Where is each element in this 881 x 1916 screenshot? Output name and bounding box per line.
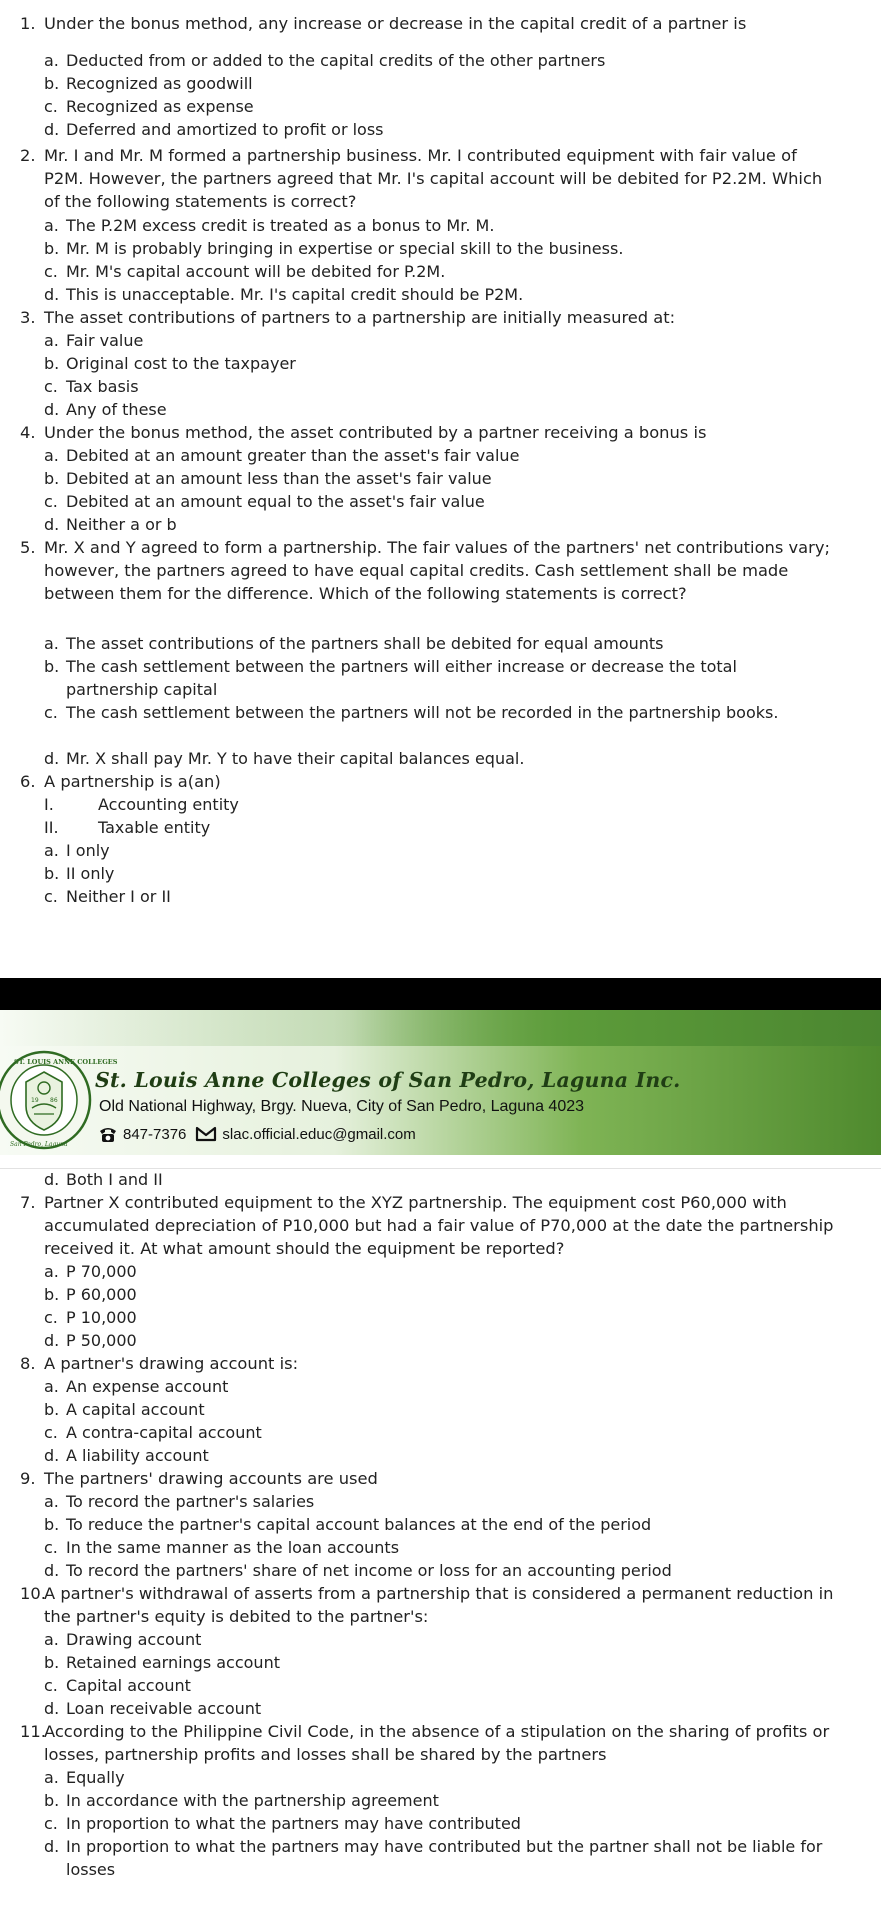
option-3b: b. Original cost to the taxpayer: [44, 354, 296, 373]
question-6: 6. A partnership is a(an): [20, 772, 221, 791]
option-9a: a. To record the partner's salaries: [44, 1492, 315, 1511]
option-4b: b. Debited at an amount less than the asset's fair value: [44, 469, 492, 488]
option-6c: c. Neither I or II: [44, 887, 171, 906]
option-4d: d. Neither a or b: [44, 515, 177, 534]
option-10c: c. Capital account: [44, 1676, 191, 1695]
phone-number: 847-7376: [123, 1125, 187, 1143]
option-5a: a. The asset contributions of the partners shall be debited for equal amounts: [44, 634, 664, 653]
option-7d: d. P 50,000: [44, 1331, 137, 1350]
option-11d: d. In proportion to what the partners may have contributed but the partner shall not be liable for losses: [44, 1837, 823, 1879]
option-4c: c. Debited at an amount equal to the asset's fair value: [44, 492, 485, 511]
option-1a: a. Deducted from or added to the capital credits of the other partners: [44, 51, 606, 70]
option-7a: a. P 70,000: [44, 1262, 137, 1281]
question-2: 2. Mr. I and Mr. M formed a partnership business. Mr. I contributed equipment with fair value of P2M. However, the partners agreed that Mr. I's capital account will be debited for P2.2M. Which of the following statements is correct?: [20, 146, 823, 211]
option-1d: d. Deferred and amortized to profit or loss: [44, 120, 384, 139]
option-3d: d. Any of these: [44, 400, 167, 419]
option-7c: c. P 10,000: [44, 1308, 137, 1327]
option-5c: c. The cash settlement between the partners will not be recorded in the partnership books.: [44, 703, 779, 722]
email-address: slac.official.educ@gmail.com: [222, 1125, 416, 1143]
option-6a: a. I only: [44, 841, 110, 860]
option-4a: a. Debited at an amount greater than the asset's fair value: [44, 446, 520, 465]
envelope-icon: [196, 1126, 216, 1142]
page-separator: [0, 978, 881, 1010]
option-5b: b. The cash settlement between the partners will either increase or decrease the total partnership capital: [44, 657, 737, 699]
option-9b: b. To reduce the partner's capital account balances at the end of the period: [44, 1515, 652, 1534]
question-11: 11.According to the Philippine Civil Code, in the absence of a stipulation on the sharing of profits or losses, partnership profits and losses shall be shared by the partners: [20, 1722, 830, 1764]
question-4: 4. Under the bonus method, the asset contributed by a partner receiving a bonus is: [20, 423, 707, 442]
phone-icon: [99, 1125, 117, 1143]
school-name: St. Louis Anne Colleges of San Pedro, Laguna Inc.: [95, 1068, 681, 1092]
question-7: 7. Partner X contributed equipment to the XYZ partnership. The equipment cost P60,000 with accumulated depreciation of P10,000 but had a fair value of P70,000 at the date the partnership received it. At what amount should the equipment be reported?: [20, 1193, 834, 1258]
option-5d: d. Mr. X shall pay Mr. Y to have their capital balances equal.: [44, 749, 525, 768]
school-address: Old National Highway, Brgy. Nueva, City of San Pedro, Laguna 4023: [99, 1098, 585, 1115]
school-seal-logo: [0, 1050, 118, 1150]
question-3: 3. The asset contributions of partners to a partnership are initially measured at:: [20, 308, 676, 327]
question-8: 8. A partner's drawing account is:: [20, 1354, 299, 1373]
option-10b: b. Retained earnings account: [44, 1653, 280, 1672]
question-1: 1. Under the bonus method, any increase or decrease in the capital credit of a partner is: [20, 14, 747, 33]
letterhead: [0, 1010, 881, 1155]
seal-bottom-text: San Pedro, Laguna: [10, 1141, 68, 1148]
option-8d: d. A liability account: [44, 1446, 209, 1465]
seal-year-left: 19: [31, 1097, 39, 1104]
contact-row: [99, 1125, 416, 1143]
option-2d: d. This is unacceptable. Mr. I's capital credit should be P2M.: [44, 285, 524, 304]
subitem-6-i: I. Accounting entity: [44, 795, 239, 814]
option-3a: a. Fair value: [44, 331, 144, 350]
option-11a: a. Equally: [44, 1768, 125, 1787]
subitem-6-ii: II. Taxable entity: [44, 818, 211, 837]
option-10d: d. Loan receivable account: [44, 1699, 262, 1718]
option-9c: c. In the same manner as the loan accounts: [44, 1538, 400, 1557]
option-6d: d. Both I and II: [44, 1170, 163, 1189]
option-10a: a. Drawing account: [44, 1630, 202, 1649]
option-7b: b. P 60,000: [44, 1285, 137, 1304]
question-9: 9. The partners' drawing accounts are used: [20, 1469, 378, 1488]
seal-year-right: 86: [50, 1097, 58, 1104]
option-6b: b. II only: [44, 864, 115, 883]
option-2b: b. Mr. M is probably bringing in expertise or special skill to the business.: [44, 239, 624, 258]
option-3c: c. Tax basis: [44, 377, 139, 396]
question-10: 10.A partner's withdrawal of asserts from a partnership that is considered a permanent reduction in the partner's equity is debited to the partner's:: [20, 1584, 834, 1626]
option-1b: b. Recognized as goodwill: [44, 74, 253, 93]
option-2a: a. The P.2M excess credit is treated as a bonus to Mr. M.: [44, 216, 495, 235]
option-8b: b. A capital account: [44, 1400, 205, 1419]
option-11c: c. In proportion to what the partners may have contributed: [44, 1814, 521, 1833]
option-9d: d. To record the partners' share of net income or loss for an accounting period: [44, 1561, 672, 1580]
option-8a: a. An expense account: [44, 1377, 229, 1396]
option-1c: c. Recognized as expense: [44, 97, 254, 116]
option-2c: c. Mr. M's capital account will be debited for P.2M.: [44, 262, 446, 281]
option-8c: c. A contra-capital account: [44, 1423, 262, 1442]
document-page-2: [0, 1010, 881, 1916]
seal-ring-text: ST. LOUIS ANNE COLLEGES: [14, 1058, 118, 1066]
question-5: 5. Mr. X and Y agreed to form a partnership. The fair values of the partners' net contributions vary; however, the partners agreed to have equal capital credits. Cash settlement shall be made between them for the difference. Which of the following statements is correct?: [20, 538, 830, 603]
option-11b: b. In accordance with the partnership agreement: [44, 1791, 439, 1810]
